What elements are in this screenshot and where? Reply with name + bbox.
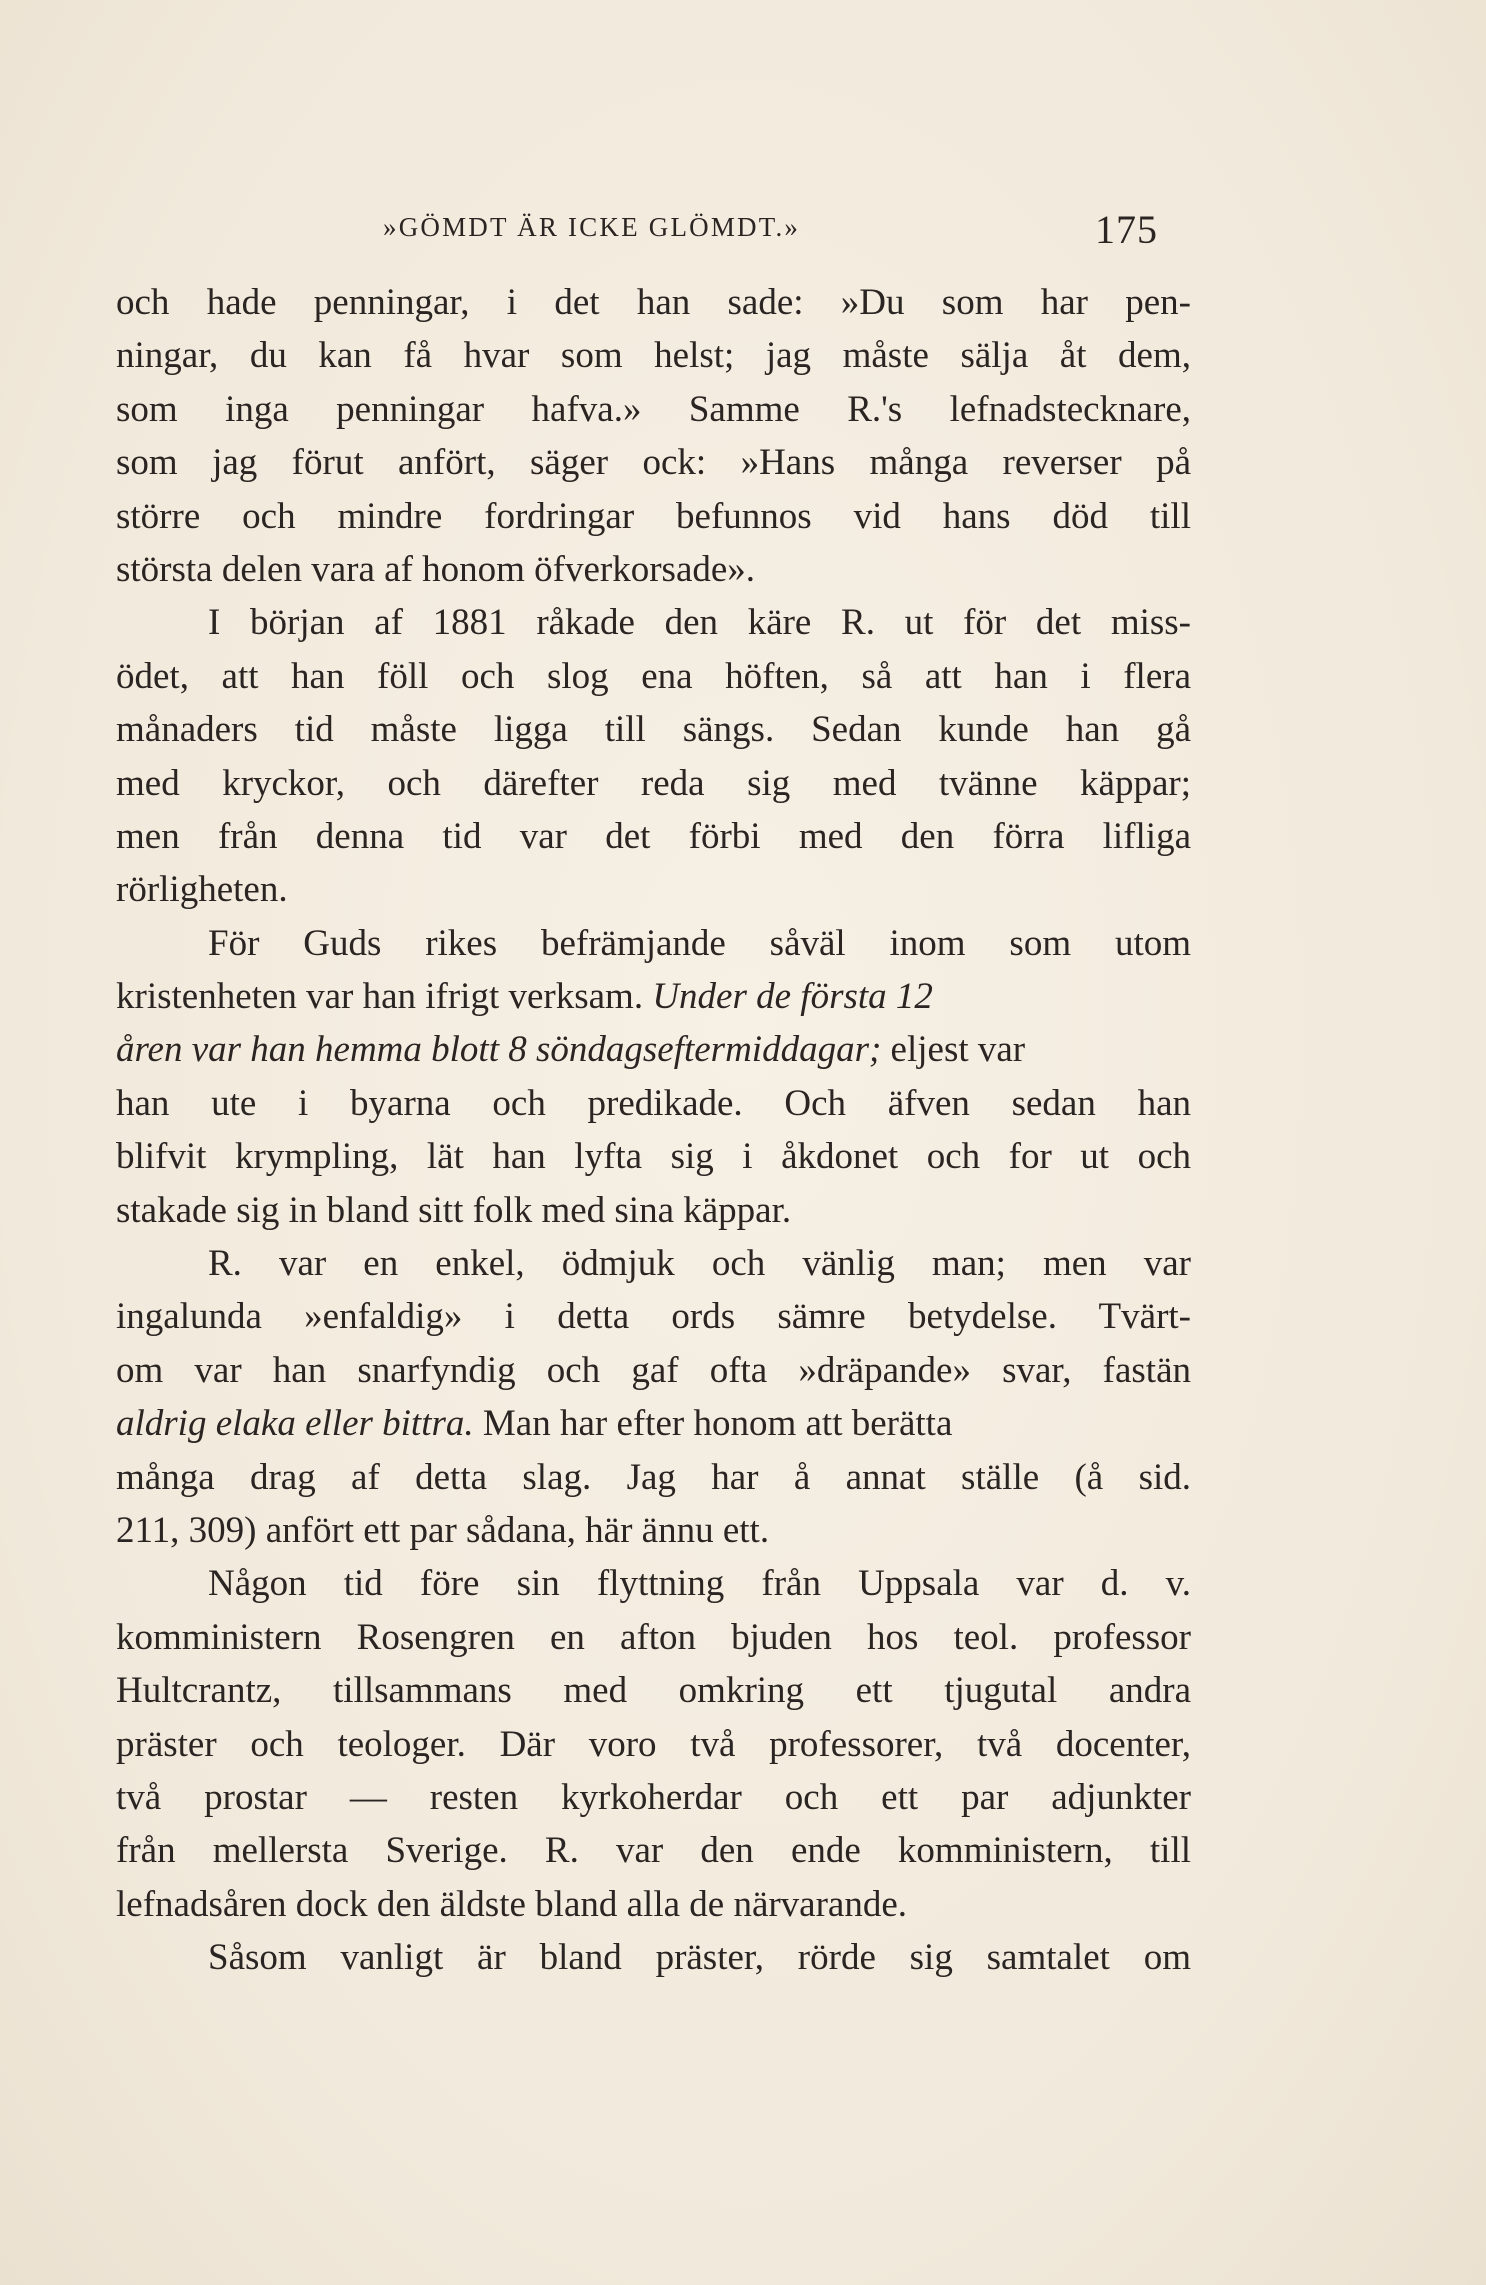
italic-segment: åren var han hemma blott 8 söndagseftermiddagar;: [116, 1029, 882, 1071]
text-line: För Guds rikes befrämjande såväl inom som utom: [208, 922, 1191, 964]
text-line: månaders tid måste ligga till sängs. Sedan kunde han gå: [116, 709, 1191, 751]
text-line: präster och teologer. Där voro två professorer, två docenter,: [116, 1723, 1191, 1765]
text-line: men från denna tid var det förbi med den förra lifliga: [116, 815, 1191, 857]
text-line: stakade sig in bland sitt folk med sina käppar.: [116, 1189, 792, 1231]
italic-segment: Under de första 12: [652, 976, 933, 1018]
text-line: ningar, du kan få hvar som helst; jag måste sälja åt dem,: [116, 335, 1191, 377]
text-segment: kristenheten var han ifrigt verksam.: [116, 976, 653, 1018]
text-line: Såsom vanligt är bland präster, rörde sig samtalet om: [208, 1937, 1191, 1979]
text-line: som inga penningar hafva.» Samme R.'s lefnadstecknare,: [116, 388, 1191, 430]
text-line: han ute i byarna och predikade. Och äfven sedan han: [116, 1082, 1191, 1124]
text-line: R. var en enkel, ödmjuk och vänlig man; men var: [208, 1243, 1191, 1285]
text-line: [116, 1023, 1191, 1076]
text-line: Någon tid före sin flyttning från Uppsala var d. v.: [208, 1563, 1191, 1605]
text-line: komministern Rosengren en afton bjuden hos teol. professor: [116, 1616, 1191, 1658]
text-line: från mellersta Sverige. R. var den ende komministern, till: [116, 1830, 1191, 1872]
text-line: största delen vara af honom öfverkorsade».: [116, 548, 756, 590]
italic-segment: aldrig elaka eller bittra.: [116, 1403, 474, 1445]
text-line: om var han snarfyndig och gaf ofta »dräpande» svar, fastän: [116, 1349, 1191, 1391]
text-line: och hade penningar, i det han sade: »Du som har pen-: [116, 282, 1191, 323]
text-line: med kryckor, och därefter reda sig med tvänne käppar;: [116, 762, 1191, 804]
text-line: större och mindre fordringar befunnos vid hans död till: [116, 495, 1191, 537]
page-number: 175: [1095, 207, 1158, 252]
text-line: två prostar — resten kyrkoherdar och ett par adjunkter: [116, 1776, 1191, 1818]
text-segment: Man har efter honom att berätta: [473, 1403, 953, 1445]
page-header: [0, 206, 1486, 256]
text-line: I början af 1881 råkade den käre R. ut för det miss-: [208, 602, 1191, 644]
text-line: [116, 1397, 1191, 1450]
text-line: blifvit krympling, lät han lyfta sig i åkdonet och for ut och: [116, 1136, 1191, 1178]
text-line: [116, 970, 1191, 1023]
text-segment: eljest var: [881, 1029, 1026, 1071]
body-text: [116, 276, 1191, 1985]
running-title: »GÖMDT ÄR ICKE GLÖMDT.»: [383, 212, 801, 242]
text-line: ödet, att han föll och slog ena höften, så att han i flera: [116, 655, 1191, 697]
text-line: ingalunda »enfaldig» i detta ords sämre betydelse. Tvärt-: [116, 1296, 1191, 1338]
text-line: 211, 309) anfört ett par sådana, här ännu ett.: [116, 1509, 770, 1551]
text-line: Hultcrantz, tillsammans med omkring ett tjugutal andra: [116, 1670, 1191, 1712]
text-line: lefnadsåren dock den äldste bland alla de närvarande.: [116, 1883, 908, 1925]
text-line: rörligheten.: [116, 869, 288, 911]
text-line: många drag af detta slag. Jag har å annat ställe (å sid.: [116, 1456, 1191, 1498]
text-line: som jag förut anfört, säger ock: »Hans många reverser på: [116, 442, 1191, 484]
